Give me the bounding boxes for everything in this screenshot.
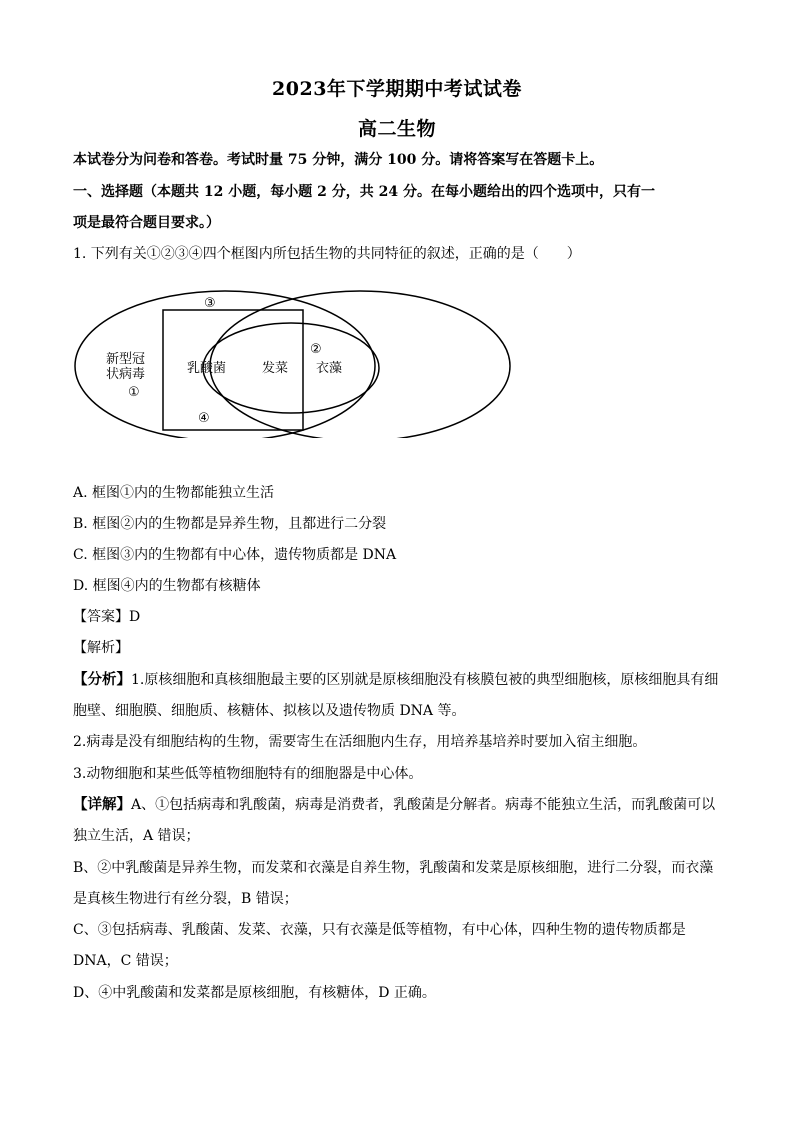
label-box4: ④: [198, 411, 210, 426]
detail-line-b2: 是真核生物进行有丝分裂，B 错误；: [73, 891, 298, 907]
label-algae: 衣藻: [316, 361, 343, 376]
answer-label: 【答案】: [73, 609, 129, 625]
venn-diagram: [70, 278, 520, 438]
inner-ellipse: [203, 323, 379, 413]
fenxi-line-1: [73, 670, 734, 690]
detail-label: 【详解】: [73, 796, 131, 813]
answer-line: [73, 607, 734, 627]
label-nostoc: 发菜: [262, 361, 289, 376]
instructions: 本试卷分为问卷和答卷。考试时量 75 分钟，满分 100 分。请将答案写在答题卡上。: [73, 152, 604, 168]
outer-ellipse-2: [210, 291, 510, 438]
label-virus-2: 状病毒: [106, 367, 146, 382]
exam-title: 2023年下学期期中考试试卷: [272, 78, 522, 100]
section-heading-line2: 项是最符合题目要求。）: [73, 215, 220, 231]
fenxi-line-1b: 胞壁、细胞膜、细胞质、核糖体、拟核以及遗传物质 DNA 等。: [73, 703, 466, 719]
detail-line-b1: B、②中乳酸菌是异养生物，而发菜和衣藻是自养生物，乳酸菌和发菜是原核细胞，进行二分裂，而衣藻: [73, 860, 714, 876]
label-box3: ③: [204, 296, 216, 311]
detail-line-a1: [73, 795, 734, 815]
detail-line-d1: D、④中乳酸菌和发菜都是原核细胞，有核糖体，D 正确。: [73, 985, 436, 1001]
option-d: D. 框图④内的生物都有核糖体: [73, 578, 261, 594]
fenxi-line-3: 3.动物细胞和某些低等植物细胞特有的细胞器是中心体。: [73, 766, 423, 782]
detail-text-a1: A、①包括病毒和乳酸菌，病毒是消费者，乳酸菌是分解者。病毒不能独立生活，而乳酸菌可以: [131, 797, 716, 813]
analysis-label: 【解析】: [73, 640, 129, 656]
question-stem: 1. 下列有关①②③④四个框图内所包括生物的共同特征的叙述，正确的是（ ）: [73, 246, 581, 262]
option-a: A. 框图①内的生物都能独立生活: [73, 485, 275, 501]
detail-line-c2: DNA，C 错误；: [73, 953, 178, 969]
option-c: C. 框图③内的生物都有中心体，遗传物质都是 DNA: [73, 547, 397, 563]
fenxi-label: 【分析】: [73, 671, 131, 688]
label-box2: ②: [310, 342, 322, 357]
label-virus-1: 新型冠: [106, 352, 146, 367]
fenxi-text-1a: 1.原核细胞和真核细胞最主要的区别就是原核细胞没有核膜包被的典型细胞核，原核细胞具有细: [131, 672, 719, 688]
exam-subtitle: 高二生物: [357, 118, 436, 140]
option-b: B. 框图②内的生物都是异养生物，且都进行二分裂: [73, 516, 387, 532]
label-lactobacillus: 乳酸菌: [187, 361, 227, 376]
answer-value: D: [129, 609, 141, 625]
section-heading-line1: 一、选择题（本题共 12 小题，每小题 2 分，共 24 分。在每小题给出的四个选项中，只有一: [73, 184, 655, 200]
fenxi-line-2: 2.病毒是没有细胞结构的生物，需要寄生在活细胞内生存，用培养基培养时要加入宿主细胞。: [73, 734, 647, 750]
detail-line-a2: 独立生活，A 错误；: [73, 828, 200, 844]
detail-line-c1: C、③包括病毒、乳酸菌、发菜、衣藻，只有衣藻是低等植物，有中心体，四种生物的遗传物质都是: [73, 922, 686, 938]
label-box1: ①: [128, 385, 140, 400]
